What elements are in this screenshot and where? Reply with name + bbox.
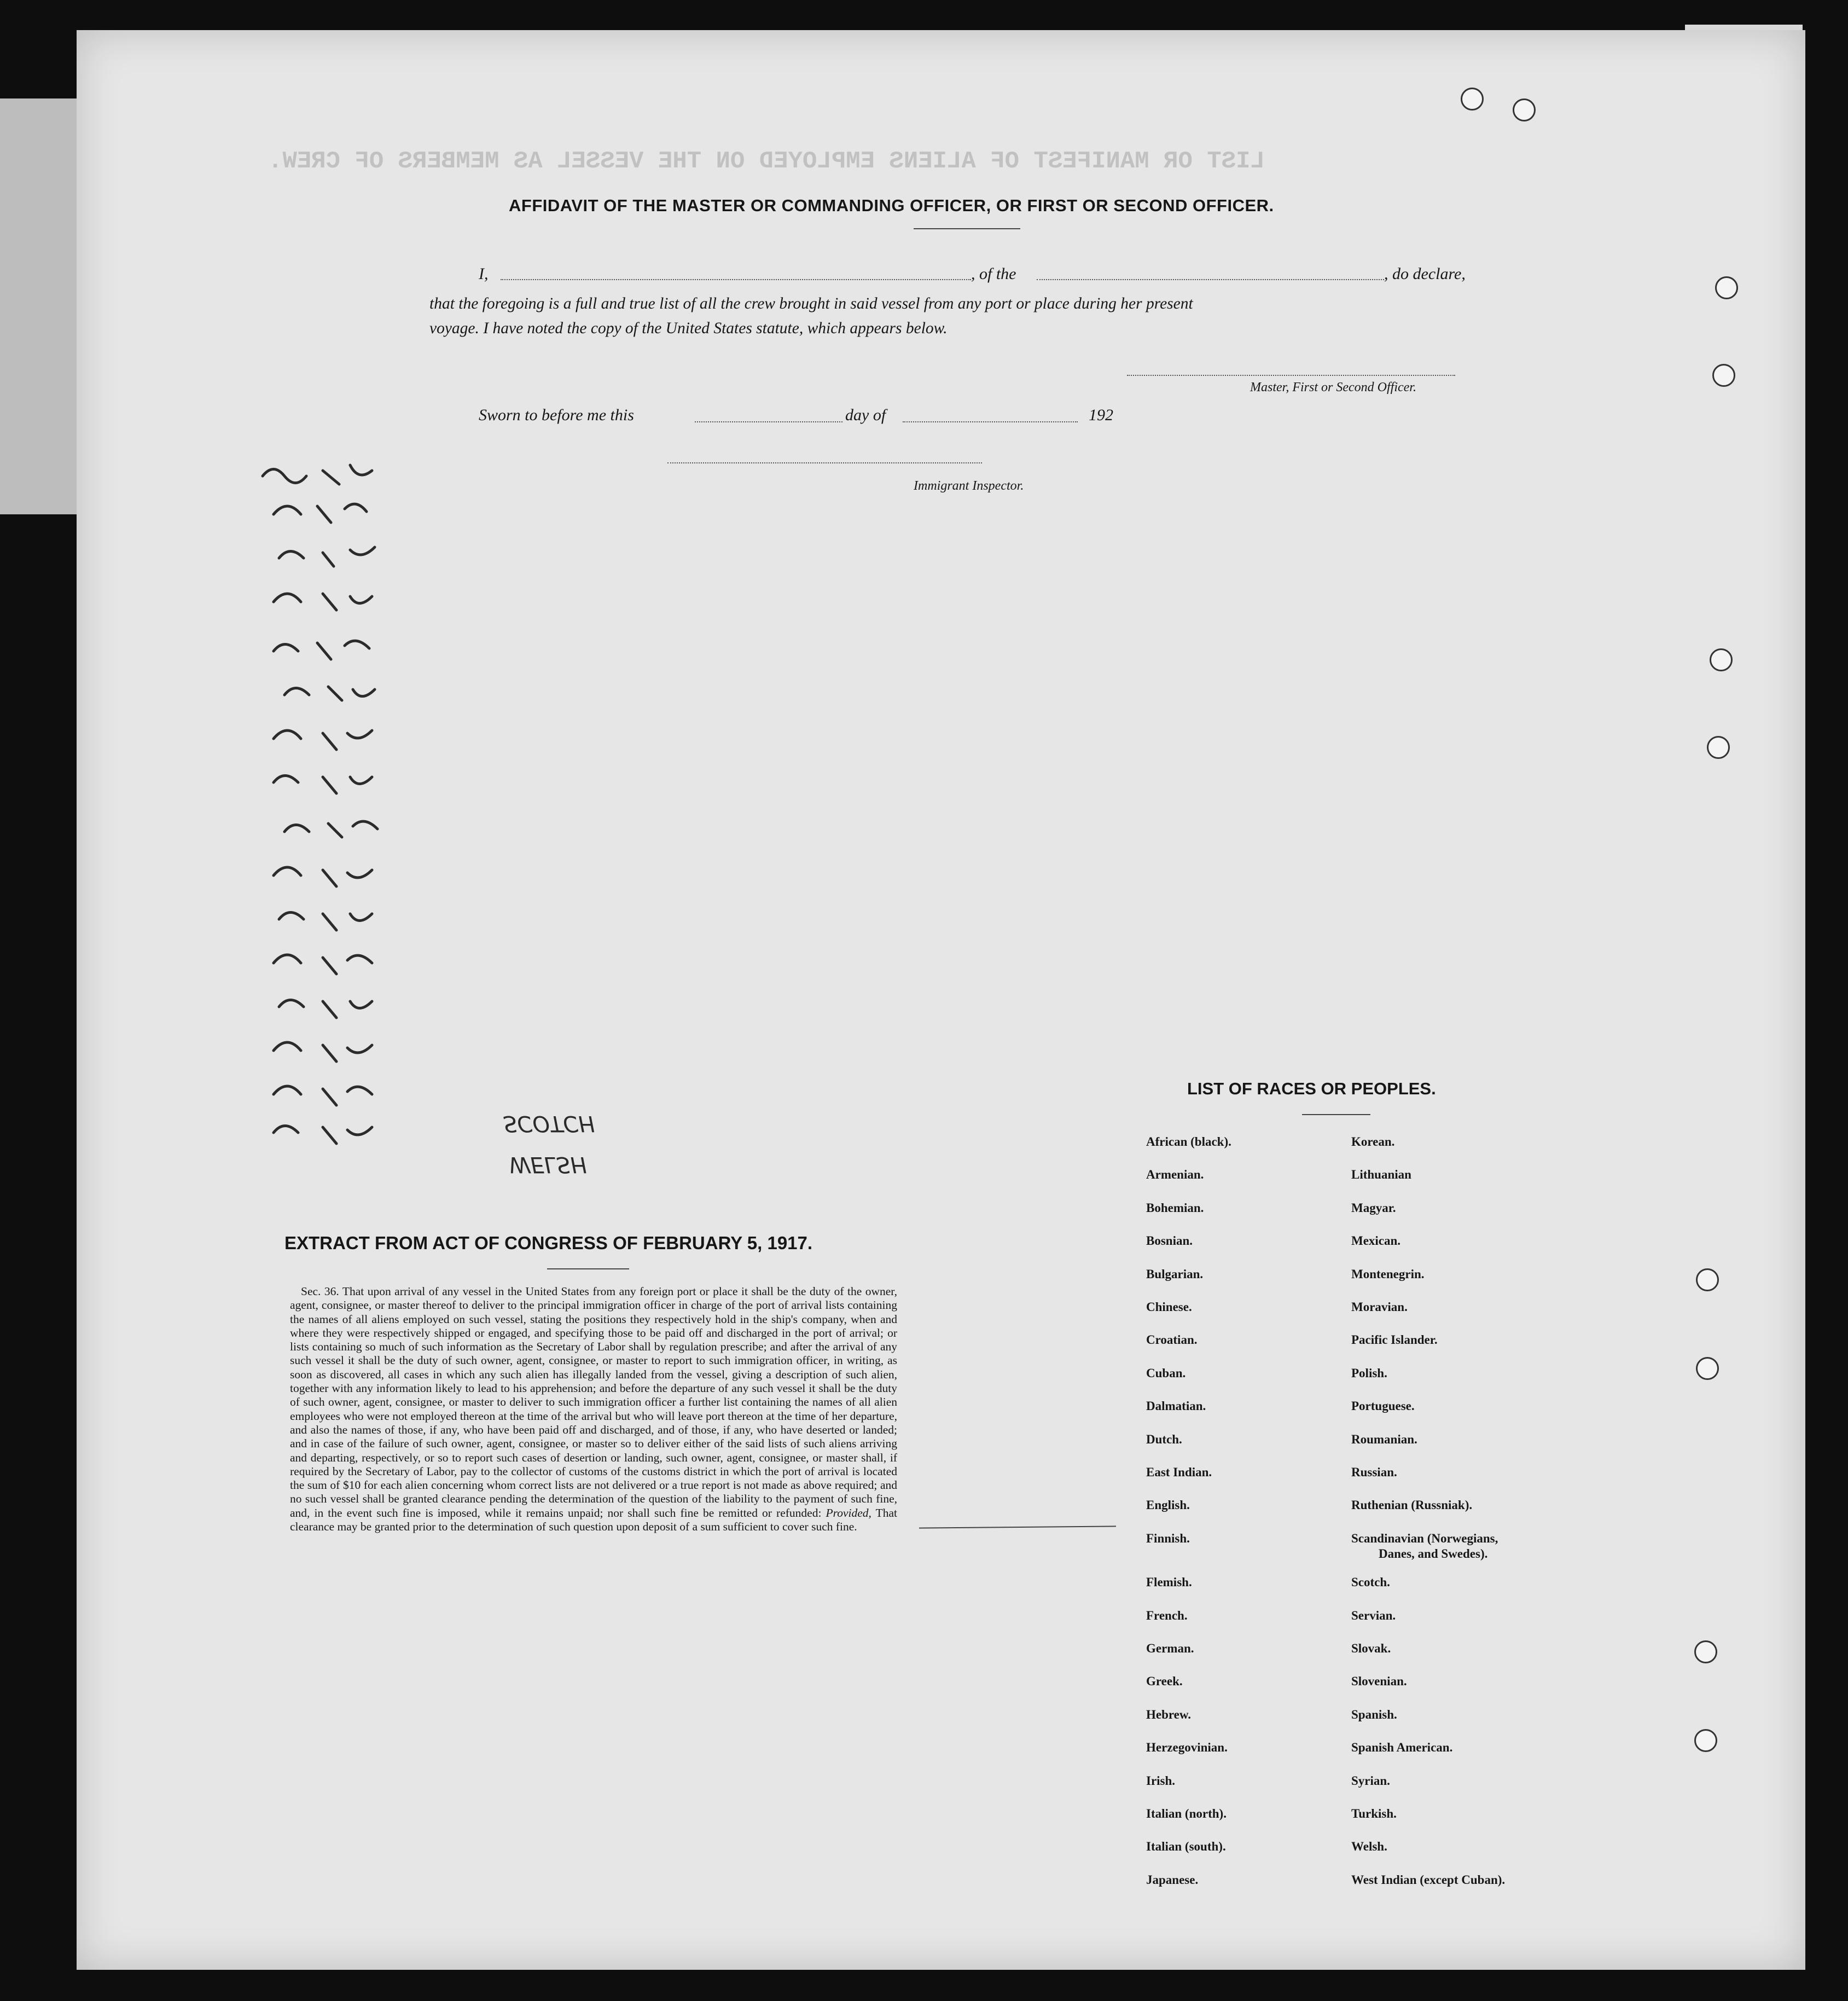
race-item: Spanish. <box>1351 1708 1397 1721</box>
race-item: Turkish. <box>1351 1807 1397 1820</box>
race-item: Armenian. <box>1146 1168 1204 1181</box>
extract-body-text: That upon arrival of any vessel in the United States from any foreign port or place it shall be the duty of the owner, agent, consignee, or master thereof to deliver to the principal immigration officer in charge of the port of arrival lists containing the names of all aliens employed on such vessel, stating the positions they respectively hold in the ship's company, when and where they were respectively shipped or engaged, and specifying those to be paid off and discharged in the port of arrival; or lists containing so much of such information as the Secretary of Labor shall by regulation prescribe; and after the arrival of any such vessel it shall be the duty of such owner, agent, consignee, or master to report to such immigration officer, in writing, as soon as discovered, all cases in which any such alien has illegally landed from the vessel, giving a description of such alien, together with any information likely to lead to his apprehension; and before the departure of any such vessel it shall be the duty of such owner, agent, consignee, or master to deliver to such immigration officer a further list containing the names of all alien employees who were not employed thereon at the time of the arrival but who will leave port thereon at the time of her departure, and also the names of those, if any, who have been paid off and discharged, and of those, if any, who have deserted or landed; and in case of the failure of such owner, agent, consignee, or master so to deliver either of the said lists of such aliens arriving and departing, respectively, or so to report such cases of desertion or landing, such owner, agent, consignee, or master shall, if required by the Secretary of Labor, pay to the collector of customs of the customs district in which the port of arrival is located the sum of $10 for each alien concerning whom correct lists are not delivered or a true report is not made as above required; and no such vessel shall be granted clearance pending the determination of the question of the liability to the payment of such fine, and, in the event such fine is imposed, while it remains unpaid; nor shall such fine be remitted or refunded: <box>290 1285 897 1519</box>
affidavit-of-the: , of the <box>971 265 1016 283</box>
race-item: Mexican. <box>1351 1234 1401 1248</box>
binder-hole <box>1513 98 1536 121</box>
race-item: Ruthenian (Russniak). <box>1351 1498 1473 1512</box>
race-item: Montenegrin. <box>1351 1267 1425 1281</box>
ghost-header-bleedthrough: LIST OR MANIFEST OF ALIENS EMPLOYED ON THE VESSEL AS MEMBERS OF CREW. <box>268 148 1265 175</box>
binder-hole <box>1696 1268 1719 1291</box>
race-item: Scandinavian (Norwegians, <box>1351 1532 1498 1545</box>
race-item: Bulgarian. <box>1146 1267 1204 1281</box>
races-title: LIST OF RACES OR PEOPLES. <box>1187 1079 1436 1098</box>
sworn-day-of: day of <box>845 406 886 424</box>
race-item: Polish. <box>1351 1366 1387 1380</box>
inspector-blank[interactable] <box>667 462 982 463</box>
extract-body-end: That clearance may be granted prior to the determination of such question upon deposit of a sum sufficient to cover such fine. <box>290 1506 897 1534</box>
race-item: Magyar. <box>1351 1201 1396 1215</box>
binder-hole <box>1694 1729 1717 1752</box>
race-item: Italian (north). <box>1146 1807 1227 1820</box>
race-item: Bosnian. <box>1146 1234 1193 1248</box>
binder-hole <box>1461 88 1484 111</box>
sworn-month-blank[interactable] <box>903 421 1078 422</box>
binder-hole <box>1694 1640 1717 1663</box>
race-item: Scotch. <box>1351 1575 1390 1589</box>
race-item: Hebrew. <box>1146 1708 1191 1721</box>
race-item: Servian. <box>1351 1609 1396 1622</box>
binder-hole <box>1707 736 1730 759</box>
affidavit-do-declare: , do declare, <box>1384 265 1466 283</box>
race-item: Herzegovinian. <box>1146 1741 1228 1754</box>
race-item: Cuban. <box>1146 1366 1186 1380</box>
race-item: African (black). <box>1146 1135 1231 1149</box>
extract-title-rule <box>547 1268 629 1269</box>
race-item: Syrian. <box>1351 1774 1390 1788</box>
extract-body <box>290 1285 897 1534</box>
extract-provided-label: Provided, <box>826 1506 871 1519</box>
binder-hole <box>1715 276 1738 299</box>
race-item: Bohemian. <box>1146 1201 1204 1215</box>
handwritten-welsh: WELSH <box>509 1152 587 1177</box>
race-item: Korean. <box>1351 1135 1395 1149</box>
race-item: French. <box>1146 1609 1188 1622</box>
affidavit-title-rule <box>914 228 1020 229</box>
race-item: German. <box>1146 1642 1194 1655</box>
affidavit-line3: voyage. I have noted the copy of the United States statute, which appears below. <box>429 320 948 337</box>
race-item: Dutch. <box>1146 1432 1182 1446</box>
affidavit-title: AFFIDAVIT OF THE MASTER OR COMMANDING OFFICER, OR FIRST OR SECOND OFFICER. <box>509 196 1274 215</box>
inspector-label: Immigrant Inspector. <box>914 479 1024 493</box>
race-item: Moravian. <box>1351 1300 1408 1314</box>
sworn-year: 192 <box>1089 406 1113 424</box>
race-item: Slovenian. <box>1351 1674 1407 1688</box>
race-item: English. <box>1146 1498 1190 1512</box>
race-item: Japanese. <box>1146 1873 1199 1887</box>
race-item: Pacific Islander. <box>1351 1333 1438 1347</box>
signature-label: Master, First or Second Officer. <box>1250 380 1416 395</box>
race-item: Italian (south). <box>1146 1840 1226 1853</box>
handwritten-ages-column <box>241 454 421 1220</box>
race-item: Roumanian. <box>1351 1432 1417 1446</box>
sworn-text: Sworn to before me this <box>479 406 634 424</box>
race-item: Portuguese. <box>1351 1399 1415 1413</box>
race-item: Lithuanian <box>1351 1168 1411 1181</box>
race-item: Chinese. <box>1146 1300 1192 1314</box>
affidavit-i: I, <box>479 265 489 283</box>
sworn-day-blank[interactable] <box>695 421 842 422</box>
race-item: East Indian. <box>1146 1465 1212 1479</box>
race-item: Russian. <box>1351 1465 1397 1479</box>
race-item: Croatian. <box>1146 1333 1198 1347</box>
race-item: Irish. <box>1146 1774 1176 1788</box>
handwritten-scotch: SCOTCH <box>503 1111 595 1136</box>
signature-blank[interactable] <box>1127 375 1455 376</box>
race-item: Dalmatian. <box>1146 1399 1206 1413</box>
binder-hole <box>1710 648 1733 671</box>
race-item: Slovak. <box>1351 1642 1391 1655</box>
affidavit-name-blank[interactable] <box>501 279 971 280</box>
affidavit-vessel-blank[interactable] <box>1037 279 1384 280</box>
race-item-continuation: Danes, and Swedes). <box>1379 1547 1488 1561</box>
left-edge-strip <box>0 98 77 514</box>
extract-section-label: Sec. 36. <box>301 1285 339 1298</box>
affidavit-line2: that the foregoing is a full and true list of all the crew brought in said vessel from any port or place during her present <box>429 295 1193 312</box>
race-item: Flemish. <box>1146 1575 1192 1589</box>
race-item: West Indian (except Cuban). <box>1351 1873 1506 1887</box>
race-item: Spanish American. <box>1351 1741 1453 1754</box>
binder-hole <box>1712 364 1735 387</box>
race-item: Greek. <box>1146 1674 1183 1688</box>
extract-title: EXTRACT FROM ACT OF CONGRESS OF FEBRUARY 5, 1917. <box>284 1233 813 1253</box>
binder-hole <box>1696 1357 1719 1380</box>
races-title-rule <box>1302 1114 1370 1115</box>
race-item: Finnish. <box>1146 1532 1190 1545</box>
race-item: Welsh. <box>1351 1840 1387 1853</box>
